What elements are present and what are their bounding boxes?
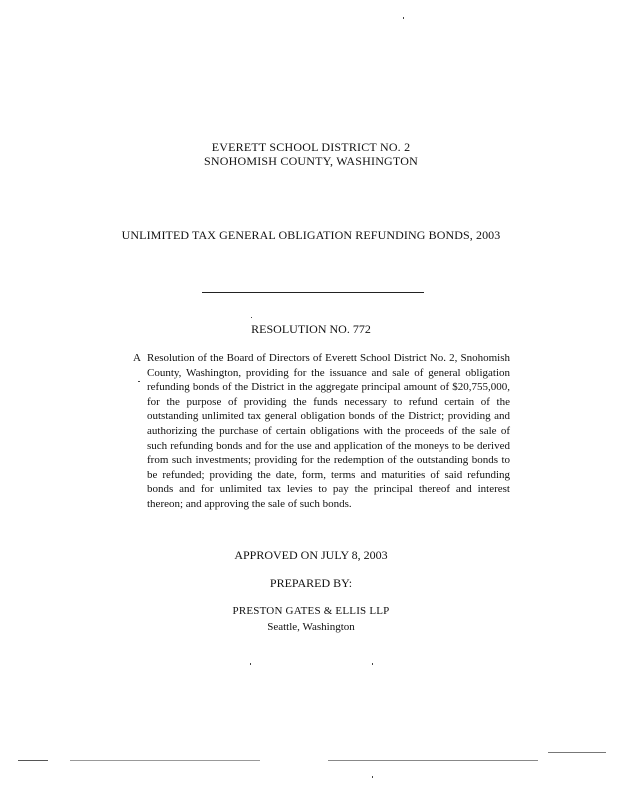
scan-edge-line <box>70 760 260 761</box>
bonds-title: UNLIMITED TAX GENERAL OBLIGATION REFUNDING BONDS, 2003 <box>121 228 501 242</box>
resolution-body: Resolution of the Board of Directors of Everett School District No. 2, Snohomish County, Washington, providing for the issuance and sale of general obligation refunding bonds of the District in the aggregate principal amount of $20,755,000, for the purpose of providing the funds necessary to refund certain of the outstanding unlimited tax general obligation bonds of the District; providing and authorizing the purchase of certain obligations with the proceeds of the sale of such refunding bonds and for the use and application of the moneys to be derived from such investments; providing for the redemption of the outstanding bonds to be refunded; providing the date, form, terms and maturities of said refunding bonds and for unlimited tax levies to pay the principal thereof and interest thereon; and approving the sale of such bonds. <box>147 352 510 510</box>
scan-speck <box>251 317 252 318</box>
prepared-by-label: PREPARED BY: <box>269 576 353 590</box>
scan-edge-line <box>18 760 48 761</box>
law-firm-city: Seattle, Washington <box>267 621 355 633</box>
scan-edge-line <box>328 760 538 761</box>
district-name: EVERETT SCHOOL DISTRICT NO. 2 <box>211 140 411 154</box>
district-heading <box>0 140 622 168</box>
resolution-number: RESOLUTION NO. 772 <box>251 322 371 336</box>
resolution-lead: A <box>133 352 141 364</box>
scan-speck <box>372 663 373 665</box>
scan-speck <box>138 381 140 382</box>
law-firm-name: PRESTON GATES & ELLIS LLP <box>232 605 390 617</box>
resolution-text <box>133 351 510 512</box>
county-name: SNOHOMISH COUNTY, WASHINGTON <box>204 154 418 168</box>
scan-speck <box>250 663 251 665</box>
approved-date: APPROVED ON JULY 8, 2003 <box>234 548 388 562</box>
scan-speck <box>403 17 404 19</box>
scan-edge-line <box>548 752 606 753</box>
scan-speck <box>372 776 373 778</box>
divider-rule <box>202 292 424 293</box>
